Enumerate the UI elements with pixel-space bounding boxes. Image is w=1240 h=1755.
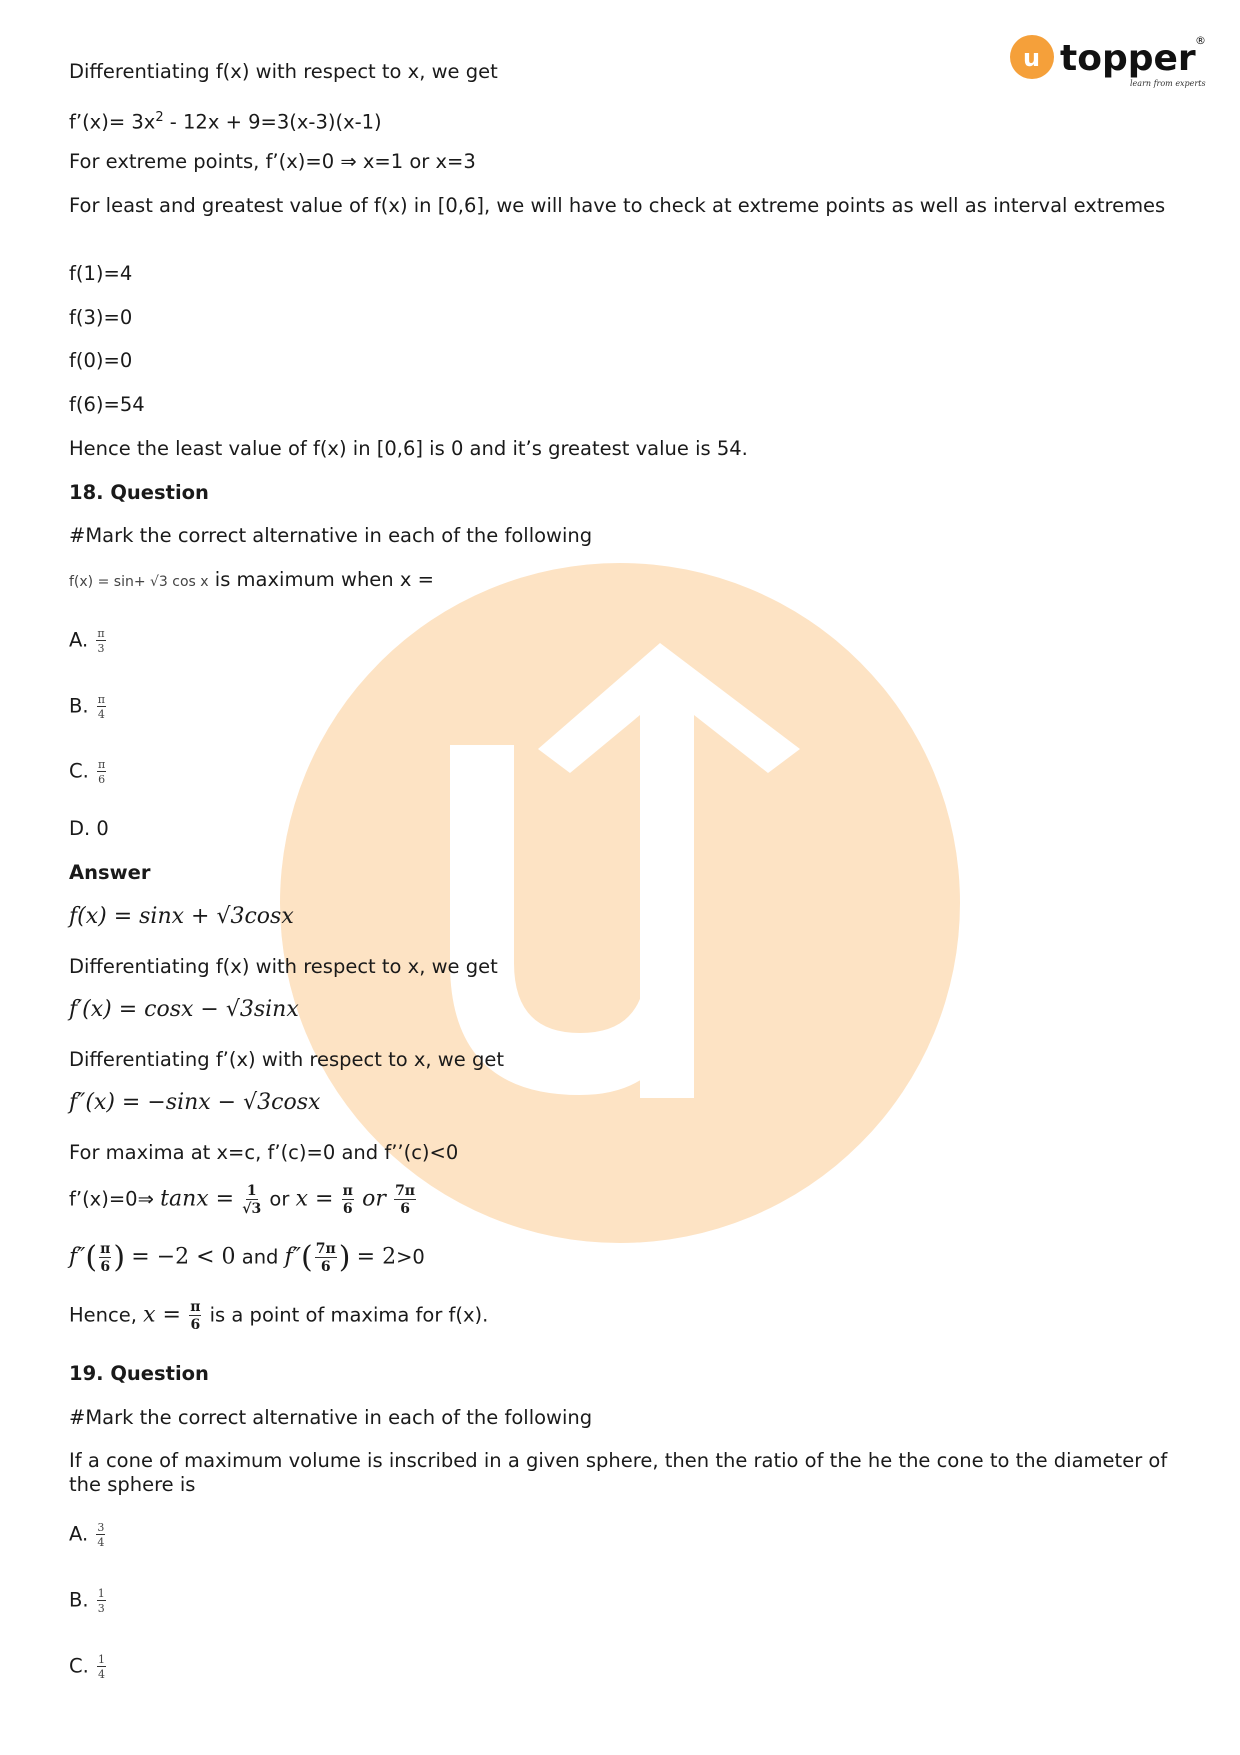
logo-wordmark: topper (1060, 38, 1196, 79)
math-span: tanx = (160, 1186, 235, 1212)
value-line: f(1)=4 (69, 262, 133, 285)
question-statement: If a cone of maximum volume is inscribed in a given sphere, then the ratio of the he the cone to the diameter of the sphere is (69, 1449, 1168, 1496)
frac-den: 4 (97, 1536, 105, 1549)
brand-logo (1010, 30, 1210, 92)
frac-num: π (98, 758, 106, 771)
critical-points-line (69, 1184, 418, 1216)
question-statement (69, 568, 434, 594)
frac-den: 6 (320, 1259, 331, 1275)
frac-num: π (100, 1241, 111, 1257)
frac-num: π (97, 693, 106, 706)
answer-heading: Answer (69, 861, 151, 884)
option-label: A. (69, 1522, 89, 1546)
frac-num: 1 (97, 1587, 105, 1600)
text-span: f’(x)=0⇒ (69, 1187, 161, 1211)
frac-den: √3 (242, 1201, 262, 1217)
option-b[interactable] (69, 1588, 108, 1614)
value-line: f(3)=0 (69, 306, 133, 329)
text-line: Differentiating f(x) with respect to x, we get (69, 955, 498, 978)
frac-den: 4 (97, 708, 105, 721)
option-a[interactable] (69, 628, 108, 654)
second-derivative-test: f″( $\frac{\pi}{6}$ ) = −2 < 0 and f″( $\frac{7\pi}{6}$ ) = 2>0 (69, 1240, 425, 1275)
frac-den: 6 (342, 1201, 353, 1217)
option-label: B. (69, 694, 89, 718)
text-paragraph: For least and greatest value of f(x) in [0,6], we will have to check at extreme points as well as interval extremes (69, 194, 1166, 217)
statement-equation: f(x) = sin+ √3 cos x (69, 574, 209, 590)
math-span: f″ (69, 1244, 86, 1270)
frac-den: 3 (97, 1602, 105, 1615)
frac-den: 3 (97, 642, 105, 655)
math-span: x = (143, 1302, 181, 1328)
frac-num: 7π (315, 1241, 336, 1257)
equation-fx: f(x) = sinx + √3cosx (69, 904, 294, 929)
option-label: B. (69, 1588, 89, 1612)
maxima-conclusion (69, 1300, 488, 1332)
frac-den: 4 (98, 1668, 106, 1681)
frac-num: π (190, 1299, 201, 1315)
svg-text:u: u (1023, 44, 1041, 72)
option-c[interactable] (69, 759, 108, 785)
conclusion-line: Hence the least value of f(x) in [0,6] is 0 and it’s greatest value is 54. (69, 437, 748, 460)
frac-num: π (97, 627, 105, 640)
text-span: or (263, 1187, 296, 1211)
option-label: C. (69, 759, 89, 783)
text-span: is a point of maxima for f(x). (203, 1303, 489, 1327)
value-line: f(0)=0 (69, 349, 133, 372)
option-a[interactable] (69, 1522, 107, 1548)
question-instruction: #Mark the correct alternative in each of the following (69, 524, 593, 547)
logo-tagline: learn from experts (1130, 79, 1206, 88)
text-line: For extreme points, f’(x)=0 ⇒ x=1 or x=3 (69, 150, 476, 173)
question-title: 19. Question (69, 1362, 209, 1385)
option-d[interactable]: D. 0 (69, 817, 109, 840)
text-line: Differentiating f(x) with respect to x, we get (69, 60, 498, 83)
text-span: Hence, (69, 1303, 144, 1327)
option-label: A. (69, 628, 89, 652)
option-c[interactable] (69, 1654, 108, 1680)
math-span: = −2 < 0 (131, 1244, 236, 1270)
derivative-text-tail: - 12x + 9=3(x-3)(x-1) (163, 110, 382, 134)
frac-num: π (342, 1183, 353, 1199)
option-label: C. (69, 1654, 89, 1678)
value-line: f(6)=54 (69, 393, 145, 416)
derivative-line (69, 106, 382, 135)
text-line: Differentiating f’(x) with respect to x, we get (69, 1048, 504, 1071)
equation-first-derivative: f′(x) = cosx − √3sinx (69, 997, 299, 1022)
equation-second-derivative: f″(x) = −sinx − √3cosx (69, 1090, 321, 1115)
statement-text: is maximum when x = (208, 568, 434, 591)
math-span: or (362, 1186, 386, 1212)
frac-num: 7π (395, 1183, 416, 1199)
frac-num: 1 (246, 1183, 257, 1199)
option-b[interactable] (69, 694, 108, 720)
math-span: = 2 (356, 1244, 397, 1270)
question-title: 18. Question (69, 481, 209, 504)
frac-den: 6 (190, 1317, 201, 1333)
frac-den: 6 (100, 1259, 111, 1275)
frac-den: 6 (98, 773, 106, 786)
text-span: >0 (396, 1245, 425, 1269)
frac-num: 3 (97, 1521, 105, 1534)
math-span: x = (295, 1186, 334, 1212)
frac-num: 1 (98, 1653, 106, 1666)
text-span: and (235, 1245, 285, 1269)
exponent: 2 (155, 110, 164, 125)
maxima-condition: For maxima at x=c, f’(c)=0 and f’’(c)<0 (69, 1141, 459, 1164)
derivative-text: f’(x)= 3x (69, 110, 156, 134)
question-instruction: #Mark the correct alternative in each of the following (69, 1406, 593, 1429)
frac-den: 6 (400, 1201, 410, 1217)
registered-mark: ® (1195, 34, 1206, 47)
math-span: f″ (284, 1244, 302, 1270)
